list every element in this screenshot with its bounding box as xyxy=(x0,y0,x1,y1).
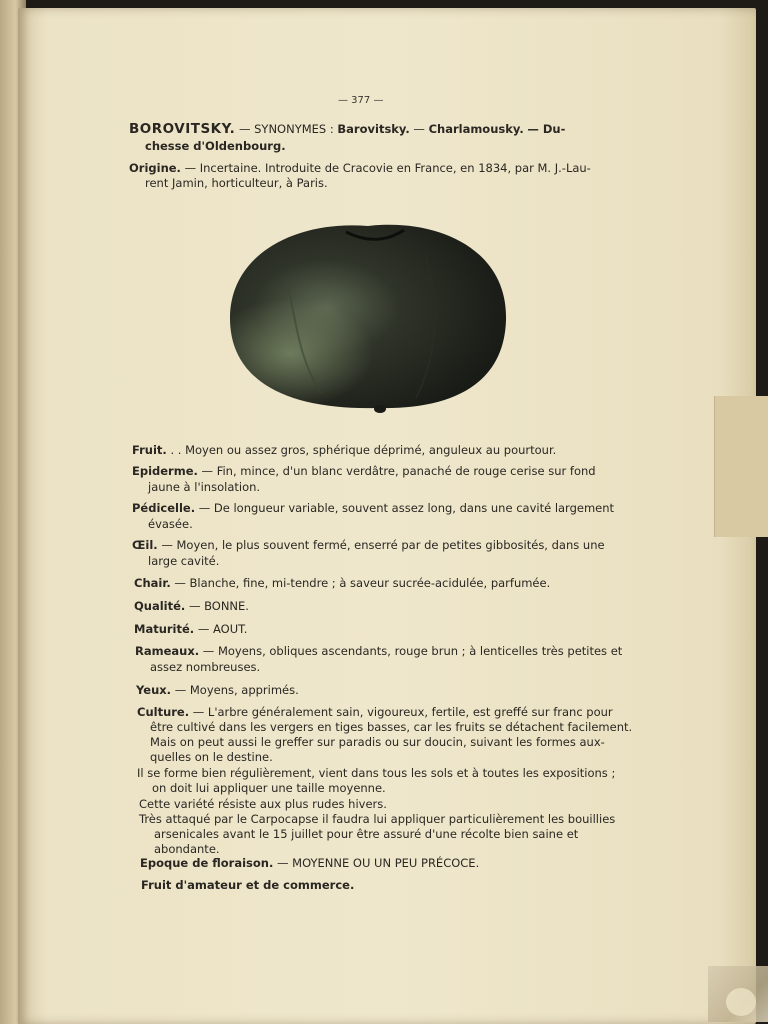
entry-text: — Blanche, fine, mi-tendre ; à saveur sucrée-acidulée, parfumée. xyxy=(174,576,551,590)
culture-line-5: Il se forme bien régulièrement, vient dans tous les sols et à toutes les expositions ; xyxy=(137,766,616,780)
variety-name: BOROVITSKY. xyxy=(129,121,236,137)
entry-epiderme-cont: jaune à l'insolation. xyxy=(148,480,261,494)
culture-line-4: quelles on le destine. xyxy=(150,750,273,764)
entry-pedicelle-cont: évasée. xyxy=(148,517,193,531)
entry-floraison xyxy=(140,856,479,871)
entry-chair xyxy=(134,576,550,591)
entry-text: — L'arbre généralement sain, vigoureux, fertile, est greffé sur franc pour xyxy=(192,705,613,719)
synonym-3-start: — Du- xyxy=(527,122,566,136)
entry-rameaux-cont: assez nombreuses. xyxy=(150,660,261,674)
entry-label: Œil. xyxy=(132,538,158,552)
entry-label: Pédicelle. xyxy=(132,501,196,515)
entry-culture xyxy=(137,705,613,720)
origine-label: Origine. xyxy=(129,161,181,175)
entry-text: — MOYENNE OU UN PEU PRÉCOCE. xyxy=(277,856,480,870)
entry-label: Epiderme. xyxy=(132,464,198,478)
entry-label: Epoque de floraison. xyxy=(140,856,274,870)
entry-oeil-cont: large cavité. xyxy=(148,554,220,568)
culture-line-2: être cultivé dans les vergers en tiges basses, car les fruits se détachent facilement. xyxy=(150,720,633,734)
entry-label: Qualité. xyxy=(134,599,186,613)
entry-maturite xyxy=(134,622,247,637)
culture-line-7: Cette variété résiste aux plus rudes hivers. xyxy=(139,797,387,811)
culture-line-10: abondante. xyxy=(154,842,220,856)
page-number: — 377 — xyxy=(338,95,384,106)
entry-label: Maturité. xyxy=(134,622,195,636)
entry-text: — De longueur variable, souvent assez long, dans une cavité largement xyxy=(198,501,615,515)
dash: — xyxy=(413,122,425,136)
entry-pedicelle xyxy=(132,501,614,516)
origine-text: — Incertaine. Introduite de Cracovie en France, en 1834, par M. J.-Lau- xyxy=(184,161,591,175)
apple-illustration xyxy=(226,218,510,418)
entry-text: — Moyens, apprimés. xyxy=(174,683,299,697)
entry-epiderme xyxy=(132,464,596,479)
synonyms-label: — SYNONYMES : xyxy=(238,122,334,136)
culture-line-8: Très attaqué par le Carpocapse il faudra lui appliquer particulièrement les bouillies xyxy=(139,812,616,826)
synonym-1: Barovitsky. xyxy=(337,122,410,136)
entry-yeux xyxy=(136,683,299,698)
entry-usage: Fruit d'amateur et de commerce. xyxy=(141,878,355,892)
paper-tab xyxy=(714,396,768,537)
culture-line-3: Mais on peut aussi le greffer sur paradis ou sur doucin, suivant les formes aux- xyxy=(150,735,605,749)
entry-text: — Fin, mince, d'un blanc verdâtre, panaché de rouge cerise sur fond xyxy=(201,464,596,478)
entry-text: — BONNE. xyxy=(188,599,249,613)
header-line-1 xyxy=(129,122,565,137)
culture-line-6: on doit lui appliquer une taille moyenne. xyxy=(152,781,386,795)
entry-label: Chair. xyxy=(134,576,171,590)
entry-oeil xyxy=(132,538,605,553)
origine-line-1 xyxy=(129,161,591,176)
synonym-2: Charlamousky. xyxy=(428,122,524,136)
culture-line-9: arsenicales avant le 15 juillet pour être assuré d'une récolte bien saine et xyxy=(154,827,579,841)
apple-icon xyxy=(226,218,510,418)
corner-thumbnail xyxy=(708,966,768,1022)
synonym-3: chesse d'Oldenbourg. xyxy=(145,139,286,153)
origine-line-2: rent Jamin, horticulteur, à Paris. xyxy=(145,176,328,190)
entry-text: — Moyens, obliques ascendants, rouge brun ; à lenticelles très petites et xyxy=(202,644,623,658)
entry-rameaux xyxy=(135,644,622,659)
entry-text: — AOUT. xyxy=(197,622,248,636)
entry-label: Fruit. xyxy=(132,443,167,457)
entry-text: — Moyen, le plus souvent fermé, enserré par de petites gibbosités, dans une xyxy=(161,538,605,552)
entry-label: Culture. xyxy=(137,705,190,719)
entry-text: . . Moyen ou assez gros, sphérique déprimé, anguleux au pourtour. xyxy=(170,443,557,457)
entry-qualite xyxy=(134,599,249,614)
entry-label: Yeux. xyxy=(136,683,172,697)
entry-fruit xyxy=(132,443,556,458)
entry-label: Rameaux. xyxy=(135,644,200,658)
